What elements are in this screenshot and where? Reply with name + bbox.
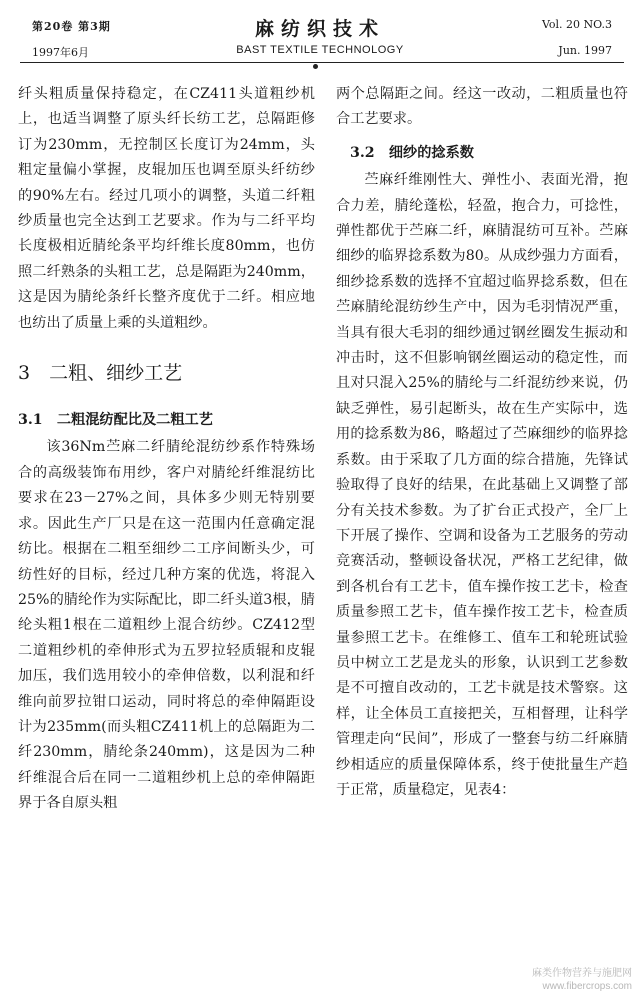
- right-continuation-paragraph: 两个总隔距之间。经这一改动，二粗质量也符合工艺要求。: [336, 86, 628, 128]
- date-en: Jun. 1997: [558, 44, 612, 57]
- watermark-site-name: 麻类作物营养与施肥网: [532, 968, 632, 979]
- journal-title-en: BAST TEXTILE TECHNOLOGY: [236, 44, 404, 56]
- subsection-heading-3-2: 3.2 细纱的捻系数: [350, 144, 474, 161]
- volume-issue-en: Vol. 20 NO.3: [541, 18, 612, 31]
- left-continuation-paragraph: 纤头粗质量保持稳定，在CZ411头道粗纱机上，也适当调整了原头纤长纺工艺，总隔距修订为230mm，无控制区长度订为24mm，头粗定量偏小掌握，皮辊加压也调至原头纤纺纱的90%左右。经过几项小的调整，头道二纤粗纱质量也完全达到工艺要求。作为与二纤平均长度极相近腈纶条平均纤维长度80mm，也仿照二纤熟条的头粗工艺，总是隔距为240mm，这是因为腈纶条纤长整齐度优于二纤。相应地也纺出了质量上乘的头道粗纱。: [18, 86, 315, 331]
- subsection-heading-3-1: 3.1 二粗混纺配比及二粗工艺: [18, 412, 213, 429]
- right-column: [336, 82, 628, 803]
- header-dot: [313, 64, 318, 69]
- watermark-site-url: www.fibercrops.com: [542, 981, 632, 992]
- header-rule: [20, 62, 624, 63]
- paragraph-3-1: 该36Nm苎麻二纤腈纶混纺纱系作特殊场合的高级装饰布用纱，客户对腈纶纤维混纺比要求在23－27%之间，具体多少则无特别要求。因此生产厂只是在这一范围内任意确定混纺比。根据在二粗至细纱二工序间断头少，可纺性好的目标，经过几种方案的优选，将混入25%的腈纶作为实际配比，即二纤头道3根，腈纶头粗1根在二道粗纱上混合纺纱。CZ412型二道粗纱机的牵伸形式为五罗拉轻质辊和皮辊加压，我们选用较小的牵伸倍数，以利混和纤维向前罗拉钳口运动，同时将总的牵伸隔距设计为235mm(而头粗CZ411机上的总隔距为二纤230mm，腈纶条240mm)，这是因为二种纤维混合后在同一二道粗纱机上总的牵伸隔距界于各自原头粗: [18, 439, 315, 812]
- journal-title-cn: 麻纺织技术: [254, 18, 385, 40]
- paragraph-3-2: 苎麻纤维刚性大、弹性小、表面光滑，抱合力差，腈纶蓬松，轻盈，抱合力，可捻性，弹性都优于苎麻二纤，麻腈混纺可互补。苎麻细纱的临界捻系数为80。从成纱强力方面看，细纱捻系数的选择不宜超过临界捻系数，但在苎麻腈纶混纺纱生产中，因为毛羽情况严重，当具有很大毛羽的细纱通过钢丝圈发生振动和冲击时，这不但影响钢丝圈运动的稳定性，而且对只混入25%的腈纶与二纤混纺纱来说，仍缺乏弹性，易引起断头，故在生产实际中，选用的捻系数为86，略超过了苎麻细纱的临界捻系数。由于采取了几方面的综合措施，先锋试验取得了良好的结果，在此基础上又调整了部分有关技术参数。为了扩台正式投产，全厂上下开展了操作、空调和设备为工艺服务的劳动竞赛活动，整顿设备状况，严格工艺纪律，做到各机台有工艺卡，值车操作按工艺卡，检查质量参照工艺卡，值车操作按工艺卡，检查质量参照工艺卡。在维修工、值车工和轮班试验员中树立工艺是龙头的形象，认识到工艺参数是不可擅自改动的，工艺卡就是技术警察。这样，让全体员工直接把关，互相督理，让科学管理走向“民间”，形成了一整套与纺二纤麻腈纱相适应的质量保障体系，终于使批量生产趋于正常，质量稳定，见表4：: [336, 172, 628, 798]
- section-heading: 3 二粗、细纱工艺: [18, 362, 183, 385]
- date-cn: 1997年6月: [32, 46, 89, 59]
- left-column: [18, 82, 315, 817]
- volume-issue-cn: 第20卷 第3期: [32, 20, 111, 33]
